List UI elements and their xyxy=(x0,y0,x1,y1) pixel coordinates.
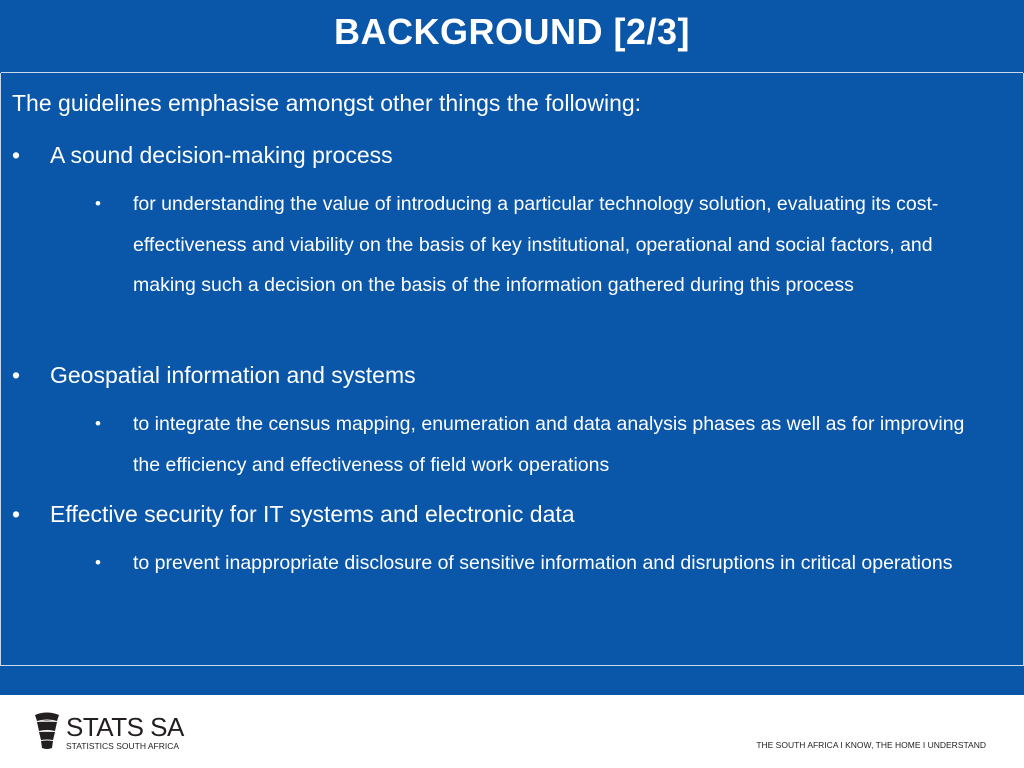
bullet-label: A sound decision-making process xyxy=(50,142,393,168)
title-box xyxy=(1,1,1023,73)
bullet-label: Geospatial information and systems xyxy=(50,362,416,388)
sub-bullet-text: to prevent inappropriate disclosure of sensitive information and disruptions in critical operations xyxy=(133,552,953,574)
logo-name: STATS SA xyxy=(66,712,184,742)
footer xyxy=(0,695,1024,768)
sub-bullet-item xyxy=(95,543,985,584)
bullet-icon: • xyxy=(12,142,21,168)
slide-title: BACKGROUND [2/3] xyxy=(333,10,690,52)
sub-bullet-item xyxy=(95,404,985,485)
sub-bullet-icon: • xyxy=(95,194,101,213)
stats-sa-logo xyxy=(32,711,192,751)
sub-bullet-text: for understanding the value of introducing a particular technology solution, evaluating its cost-effectiveness and viability on the basis of key institutional, operational and social factors, and making such a decision on the basis of the information gathered during this process xyxy=(133,193,939,296)
logo-subtitle: STATISTICS SOUTH AFRICA xyxy=(66,741,180,751)
sub-bullet-item xyxy=(95,184,985,306)
tagline: THE SOUTH AFRICA I KNOW, THE HOME I UNDERSTAND xyxy=(756,740,986,750)
sub-bullet-icon: • xyxy=(95,553,101,572)
sub-bullet-text: to integrate the census mapping, enumeration and data analysis phases as well as for improving the efficiency and effectiveness of field work operations xyxy=(133,413,965,476)
content-box xyxy=(0,73,1024,666)
bullet-icon: • xyxy=(12,501,21,527)
bullet-icon: • xyxy=(12,362,21,388)
basket-icon xyxy=(32,711,62,751)
sub-bullet-icon: • xyxy=(95,414,101,433)
bullet-label: Effective security for IT systems and electronic data xyxy=(50,501,575,527)
intro-text: The guidelines emphasise amongst other things the following: xyxy=(12,90,642,116)
